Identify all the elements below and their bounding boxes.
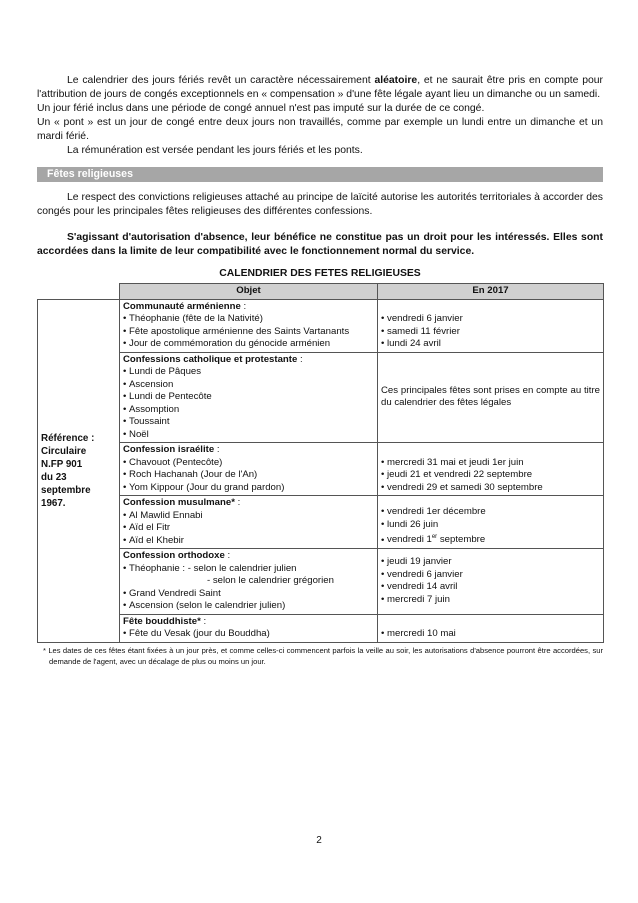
table-row-jewish <box>38 443 604 496</box>
jewish-dates-cell: • mercredi 31 mai et jeudi 1er juin • jeudi 21 et vendredi 22 septembre • vendredi 29 et samedi 30 septembre <box>378 443 604 496</box>
section-paragraph-1: Le respect des convictions religieuses attaché au principe de laïcité autorise les autorités territoriales à accorder des congés pour les principales fêtes religieuses des différentes confessions. <box>37 192 603 217</box>
intro-bold-word: aléatoire <box>374 75 418 86</box>
muslim-objet-cell: Confession musulmane* : • Al Mawlid Ennabi • Aïd el Fitr • Aïd el Khebir <box>120 496 378 549</box>
header-objet: Objet <box>120 284 378 300</box>
table-row-catholic <box>38 352 604 443</box>
catholic-note-cell: Ces principales fêtes sont prises en compte au titre du calendrier des fêtes légales <box>378 352 604 443</box>
header-year: En 2017 <box>378 284 604 300</box>
orthodox-dates-cell: • jeudi 19 janvier • vendredi 6 janvier • vendredi 14 avril • mercredi 7 juin <box>378 549 604 615</box>
table-row-buddhist <box>38 614 604 642</box>
table-row-orthodox <box>38 549 604 615</box>
document-page <box>37 74 603 667</box>
section-paragraph-2: S'agissant d'autorisation d'absence, leur bénéfice ne constitue pas un droit pour les intéressés. Elles sont accordées dans la limite de leur compatibilité avec le fonctionnement normal du service. <box>37 232 603 257</box>
jewish-objet-cell: Confession israélite : • Chavouot (Pentecôte) • Roch Hachanah (Jour de l'An) • Yom Kippour (Jour du grand pardon) <box>120 443 378 496</box>
catholic-objet-cell: Confessions catholique et protestante : • Lundi de Pâques • Ascension • Lundi de Pentecôte • Assomption • Toussaint • Noël <box>120 352 378 443</box>
table-row-armenian <box>38 299 604 352</box>
intro-paragraph-3: Un « pont » est un jour de congé entre deux jours non travaillés, comme par exemple un lundi entre un dimanche et un mardi férié. <box>37 117 603 142</box>
section-heading: Fêtes religieuses <box>37 167 603 182</box>
armenian-dates-cell: • vendredi 6 janvier • samedi 11 février • lundi 24 avril <box>378 299 604 352</box>
buddhist-objet-cell: Fête bouddhiste* : • Fête du Vesak (jour du Bouddha) <box>120 614 378 642</box>
table-title: CALENDRIER DES FETES RELIGIEUSES <box>219 268 421 279</box>
table-header-row <box>38 284 604 300</box>
orthodox-objet-cell: Confession orthodoxe : • Théophanie : - selon le calendrier julien - selon le calendrier grégorien • Grand Vendredi Saint • Ascension (selon le calendrier julien) <box>120 549 378 615</box>
religious-holidays-table <box>37 283 604 643</box>
armenian-objet-cell: Communauté arménienne : • Théophanie (fête de la Nativité) • Fête apostolique arménienne des Saints Vartanants • Jour de commémoration du génocide arménien <box>120 299 378 352</box>
table-footnote: * Les dates de ces fêtes étant fixées à un jour près, et comme celles-ci commencent parfois la veille au soir, les autorisations d'absence pourront être accordées, sur demande de l'agent, avec un décalage de plus ou moins un jour. <box>43 645 603 666</box>
empty-header-cell <box>38 284 120 300</box>
muslim-dates-cell: • vendredi 1er décembre • lundi 26 juin • vendredi 1er septembre <box>378 496 604 549</box>
buddhist-dates-cell: • mercredi 10 mai <box>378 614 604 642</box>
intro-paragraph-1: Le calendrier des jours fériés revêt un caractère nécessairement aléatoire, et ne saurait être pris en compte pour l'attribution de jours de congés exceptionnels en « compensation » d'une fête légale ayant lieu un dimanche ou un samedi. <box>37 75 604 100</box>
table-row-muslim <box>38 496 604 549</box>
intro-paragraph-2: Un jour férié inclus dans une période de congé annuel n'est pas imputé sur la durée de ce congé. <box>37 103 485 114</box>
intro-paragraph-4: La rémunération est versée pendant les jours fériés et les ponts. <box>67 145 363 156</box>
reference-cell: Référence : Circulaire N.FP 901 du 23 septembre 1967. <box>38 299 120 642</box>
page-number: 2 <box>316 835 322 846</box>
